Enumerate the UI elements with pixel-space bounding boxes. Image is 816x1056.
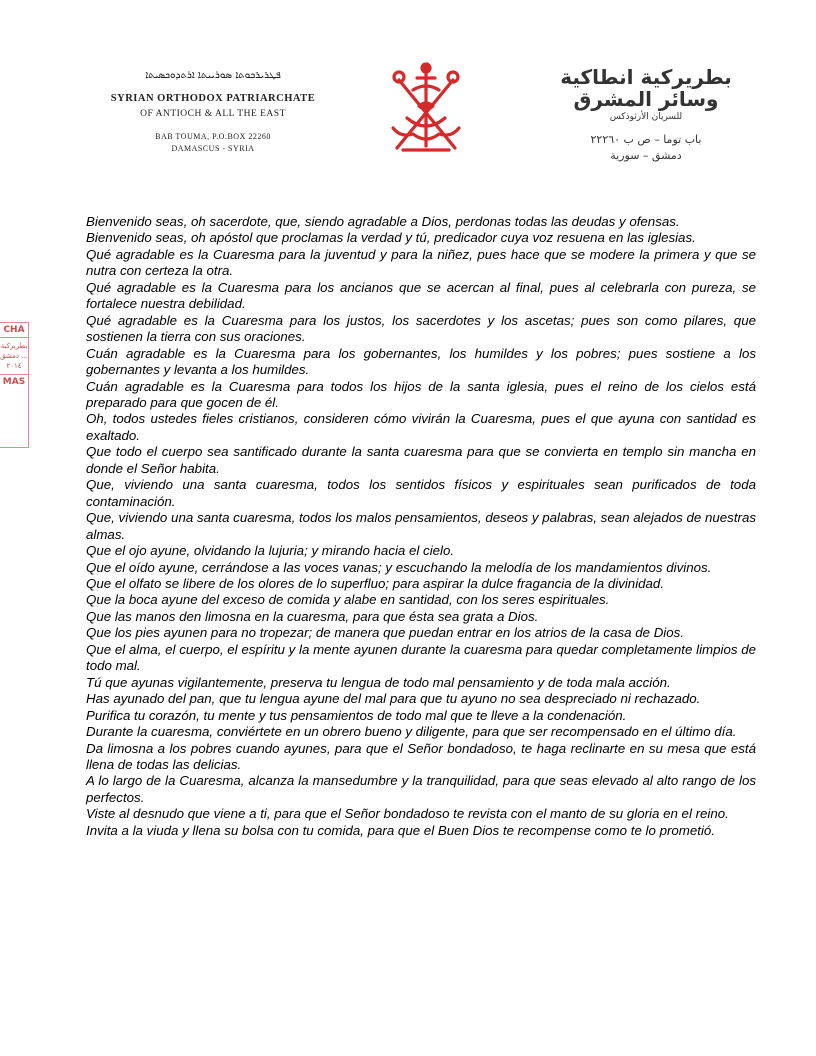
paragraph: Que, viviendo una santa cuaresma, todos los malos pensamientos, deseos y palabras, sean alejados de nuestras almas. — [86, 510, 756, 542]
paragraph: Que el ojo ayune, olvidando la lujuria; y mirando hacia el cielo. — [86, 543, 455, 559]
paragraph: Invita a la viuda y llena su bolsa con tu comida, para que el Buen Dios te recompense como te lo prometió. — [86, 822, 715, 838]
patriarchal-cross-emblem-icon — [383, 60, 469, 160]
paragraph: Viste al desnudo que viene a ti, para que el Señor bondadoso te revista con el manto de su gloria en el reino. — [86, 806, 729, 822]
paragraph: Bienvenido seas, oh sacerdote, que, siendo agradable a Dios, perdonas todas las deudas y ofensas. — [86, 214, 680, 229]
letterhead-arabic — [556, 64, 736, 164]
paragraph: Durante la cuaresma, conviértete en un obrero bueno y diligente, para que ser recompensado en el último día. — [86, 724, 737, 740]
side-stamp — [0, 322, 29, 448]
address-line-1: BAB TOUMA, P.O.BOX 22260 — [155, 132, 271, 141]
paragraph: Que el oído ayune, cerrándose a las voces vanas; y escuchando la melodía de los mandamientos divinos. — [86, 559, 712, 575]
paragraph: Que todo el cuerpo sea santificado durante la santa cuaresma para que se convierta en templo sin mancha en donde el Señor habita. — [86, 444, 756, 476]
paragraph: A lo largo de la Cuaresma, alcanza la mansedumbre y la tranquilidad, para que seas elevado al alto rango de los perfectos. — [86, 773, 756, 805]
stamp-middle-text: بطريركية ... دمشق ٢٠١٤ — [0, 342, 28, 370]
paragraph: Qué agradable es la Cuaresma para los ancianos que se acercan al final, pues al celebrarla con pureza, se fortalece nuestra debilidad. — [86, 279, 756, 312]
paragraph: Tú que ayunas vigilantemente, preserva tu lengua de todo mal pensamiento y de toda mala acción. — [86, 674, 671, 690]
paragraph: Que la boca ayune del exceso de comida y alabe en santidad, con los seres espirituales. — [86, 592, 610, 608]
letterhead-english — [98, 70, 328, 155]
paragraph: Que las manos den limosna en la cuaresma, para que ésta sea grata a Dios. — [86, 608, 539, 624]
arabic-title: بطريركية انطاكية وسائر المشرق — [560, 65, 732, 111]
paragraph: Qué agradable es la Cuaresma para los justos, los sacerdotes y los ascetas; pues son como pilares, que sostienen la tierra con sus oraciones. — [86, 312, 756, 345]
paragraph: Qué agradable es la Cuaresma para la juventud y para la niñez, pues hace que se modere la primera y que se nutra con certeza la otra. — [86, 246, 756, 279]
org-subtitle: OF ANTIOCH & ALL THE EAST — [140, 109, 286, 119]
paragraph: Has ayunado del pan, que tu lengua ayune del mal para que tu ayuno no sea despreciado ni rechazado. — [86, 691, 701, 707]
document-body — [86, 214, 756, 839]
stamp-top-text: CHA — [0, 323, 28, 338]
paragraph: Oh, todos ustedes fieles cristianos, consideren cómo vivirán la Cuaresma, pues el que ayuna con santidad es exaltado. — [86, 411, 756, 443]
syriac-title: ܦܛܪܝܪܟܘܬܐ ܣܘܪܝܝܬܐ ܐܪܬܕܘܟܣܝܬܐ — [145, 70, 281, 81]
arabic-subtitle: للسريان الأرثوذكس — [609, 112, 683, 122]
paragraph: Que los pies ayunen para no tropezar; de manera que puedan entrar en los atrios de la casa de Dios. — [86, 625, 684, 641]
paragraph: Que el alma, el cuerpo, el espíritu y la mente ayunen durante la cuaresma para quedar completamente limpios de todo mal. — [86, 641, 756, 674]
org-name: SYRIAN ORTHODOX PATRIARCHATE — [110, 93, 316, 104]
paragraph: Cuán agradable es la Cuaresma para todos los hijos de la santa iglesia, pues el reino de los cielos está preparado para que gocen de él. — [86, 378, 756, 410]
stamp-bottom-text: MAS — [0, 374, 28, 389]
arabic-address-line-2: دمشق – سورية — [610, 149, 682, 162]
letterhead — [0, 0, 816, 200]
paragraph: Que el olfato se libere de los olores de lo superfluo; para aspirar la dulce fragancia de la divinidad. — [86, 575, 665, 591]
paragraph: Purifica tu corazón, tu mente y tus pensamientos de todo mal que te lleve a la condenación. — [86, 707, 627, 723]
paragraph: Que, viviendo una santa cuaresma, todos los sentidos físicos y espirituales sean purificados de toda contaminación. — [86, 477, 756, 509]
address-line-2: DAMASCUS - SYRIA — [171, 144, 255, 153]
arabic-address-line-1: باب توما – ص ب ٢٢٢٦٠ — [590, 133, 702, 146]
paragraph: Cuán agradable es la Cuaresma para los gobernantes, los humildes y los pobres; pues sostiene a los gobernantes y levanta a los humildes. — [86, 345, 756, 378]
paragraph: Da limosna a los pobres cuando ayunes, para que el Señor bondadoso, te haga reclinarte en su mesa que está llena de todas las delicias. — [86, 740, 756, 772]
paragraph: Bienvenido seas, oh apóstol que proclamas la verdad y tú, predicador cuya voz resuena en las iglesias. — [86, 230, 696, 246]
